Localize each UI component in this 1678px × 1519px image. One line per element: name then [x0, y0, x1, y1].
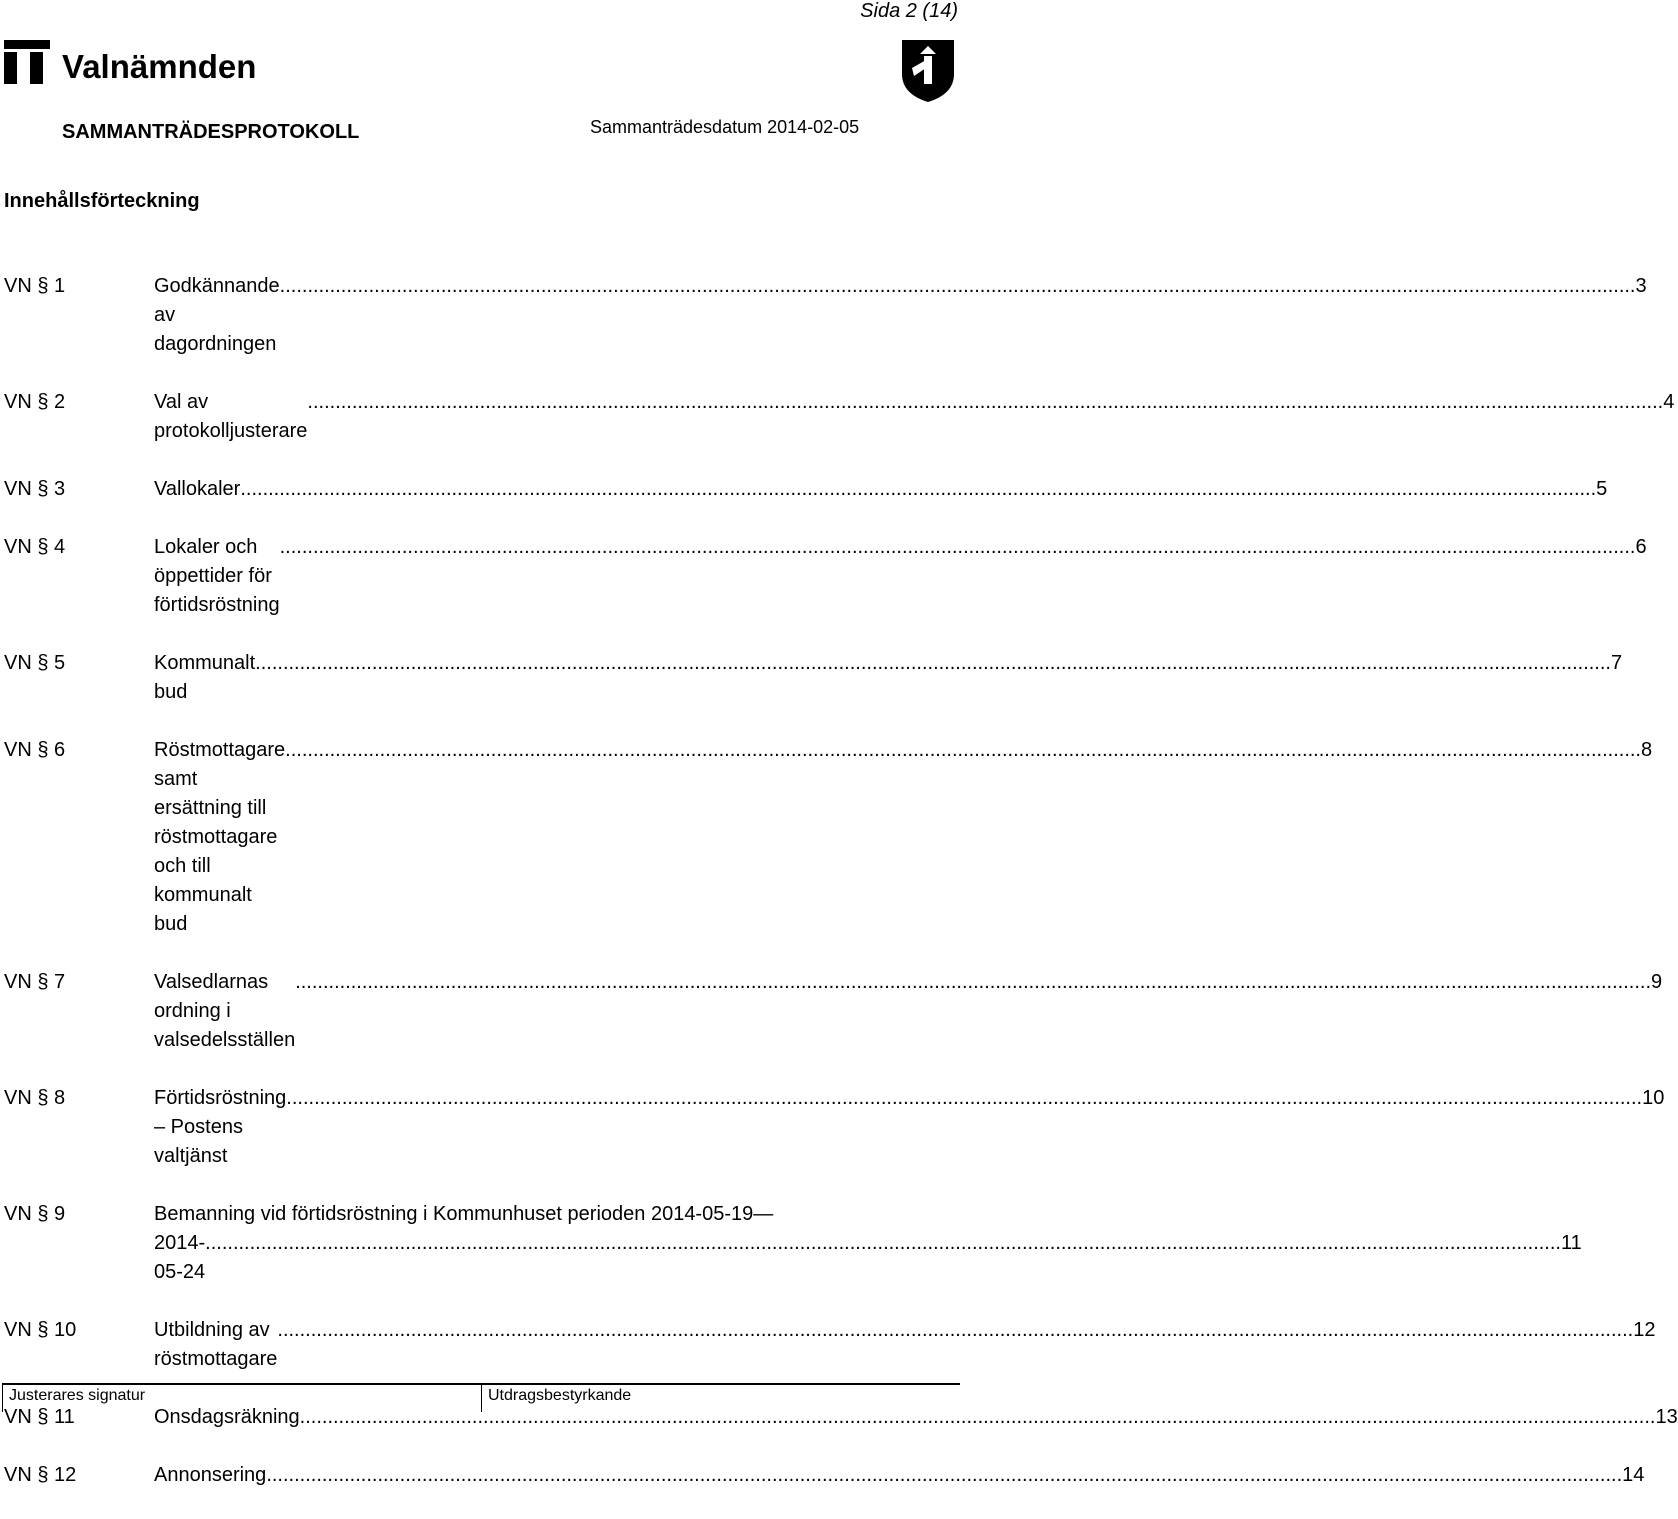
toc-entry-number: VN § 7: [4, 971, 66, 993]
toc-entry-number: VN § 9: [4, 1203, 66, 1225]
toc-entry-title: Valsedlarnas ordning i valsedelsställen: [154, 971, 296, 1051]
toc-heading: Innehållsförteckning: [4, 190, 200, 212]
toc-entry-number: VN § 10: [4, 1319, 77, 1341]
meeting-date: Sammanträdesdatum 2014-02-05: [590, 117, 860, 137]
organization-name: Valnämnden: [62, 48, 257, 85]
toc-entry-page: 7: [1610, 652, 1623, 674]
toc-entry-page: 3: [1635, 275, 1647, 297]
leader-dots: [286, 1084, 1642, 1171]
leader-dots: [255, 649, 1611, 707]
toc-entry-title: Förtidsröstning – Postens valtjänst: [154, 1087, 287, 1167]
table-of-contents: [4, 272, 1678, 1519]
document-type: SAMMANTRÄDESPROTOKOLL: [62, 121, 360, 143]
coat-of-arms-icon: [900, 38, 956, 104]
toc-entry-title-line1: Bemanning vid förtidsröstning i Kommunhuset perioden 2014-05-19—: [154, 1203, 774, 1225]
toc-entry[interactable]: [4, 649, 1623, 707]
toc-entry-title: Godkännande av dagordningen: [154, 275, 280, 355]
toc-entry-title: Vallokaler: [154, 478, 241, 500]
leader-dots: [205, 1229, 1561, 1287]
toc-entry-number: VN § 1: [4, 275, 66, 297]
toc-entry-title: Röstmottagare samt ersättning till röstmottagare och till kommunalt bud: [154, 739, 286, 935]
toc-entry[interactable]: [4, 1316, 1656, 1374]
toc-entry-page: 4: [1663, 391, 1675, 413]
leader-dots: [266, 1461, 1622, 1490]
toc-entry[interactable]: [4, 736, 1653, 939]
toc-entry-page: 8: [1641, 739, 1653, 761]
toc-entry[interactable]: [4, 968, 1663, 1055]
page-number: Sida 2 (14): [860, 0, 958, 22]
toc-entry-number: VN § 6: [4, 739, 66, 761]
toc-entry[interactable]: [4, 272, 1647, 359]
certification-field: Utdragsbestyrkande: [481, 1385, 960, 1412]
toc-entry-title: Kommunalt bud: [154, 652, 256, 703]
toc-entry-title: Lokaler och öppettider för förtidsröstning: [154, 536, 280, 616]
leader-dots: [285, 736, 1641, 939]
toc-entry-page: 12: [1633, 1319, 1656, 1341]
leader-dots: [295, 968, 1651, 1055]
leader-dots: [240, 475, 1596, 504]
toc-entry-number: VN § 12: [4, 1464, 77, 1486]
leader-dots: [280, 533, 1636, 620]
leader-dots: [280, 272, 1636, 359]
toc-entry-number: VN § 8: [4, 1087, 66, 1109]
leader-dots: [307, 388, 1663, 446]
leader-dots: [277, 1316, 1633, 1374]
toc-entry-title: Onsdagsräkning: [154, 1406, 300, 1428]
toc-entry-number: VN § 4: [4, 536, 66, 558]
adjuster-signature-field: Justerares signatur: [2, 1385, 481, 1412]
toc-entry-page: 5: [1596, 478, 1608, 500]
toc-entry[interactable]: [4, 533, 1647, 620]
toc-entry-title: 2014-05-24: [154, 1232, 206, 1283]
toc-entry-page: 9: [1651, 971, 1663, 993]
toc-entry-page: 13: [1655, 1406, 1678, 1428]
toc-entry[interactable]: [4, 475, 1608, 504]
toc-entry-page: 11: [1560, 1232, 1582, 1254]
toc-entry-number: VN § 11: [4, 1406, 75, 1428]
toc-entry[interactable]: [4, 1200, 1582, 1287]
toc-entry-number: VN § 2: [4, 391, 66, 413]
toc-entry-title: Utbildning av röstmottagare: [154, 1319, 278, 1370]
toc-entry[interactable]: [4, 388, 1675, 446]
toc-entry-title: Val av protokolljusterare: [154, 391, 308, 442]
toc-entry[interactable]: [4, 1461, 1645, 1490]
toc-entry-page: 10: [1642, 1087, 1665, 1109]
signature-footer: [2, 1383, 960, 1412]
toc-entry-page: 6: [1635, 536, 1647, 558]
toc-entry[interactable]: [4, 1084, 1665, 1171]
toc-entry-title: Annonsering: [154, 1464, 267, 1486]
toc-entry-number: VN § 3: [4, 478, 66, 500]
toc-entry-number: VN § 5: [4, 652, 66, 674]
municipality-logo-mark: [4, 40, 50, 84]
toc-entry-page: 14: [1622, 1464, 1645, 1486]
